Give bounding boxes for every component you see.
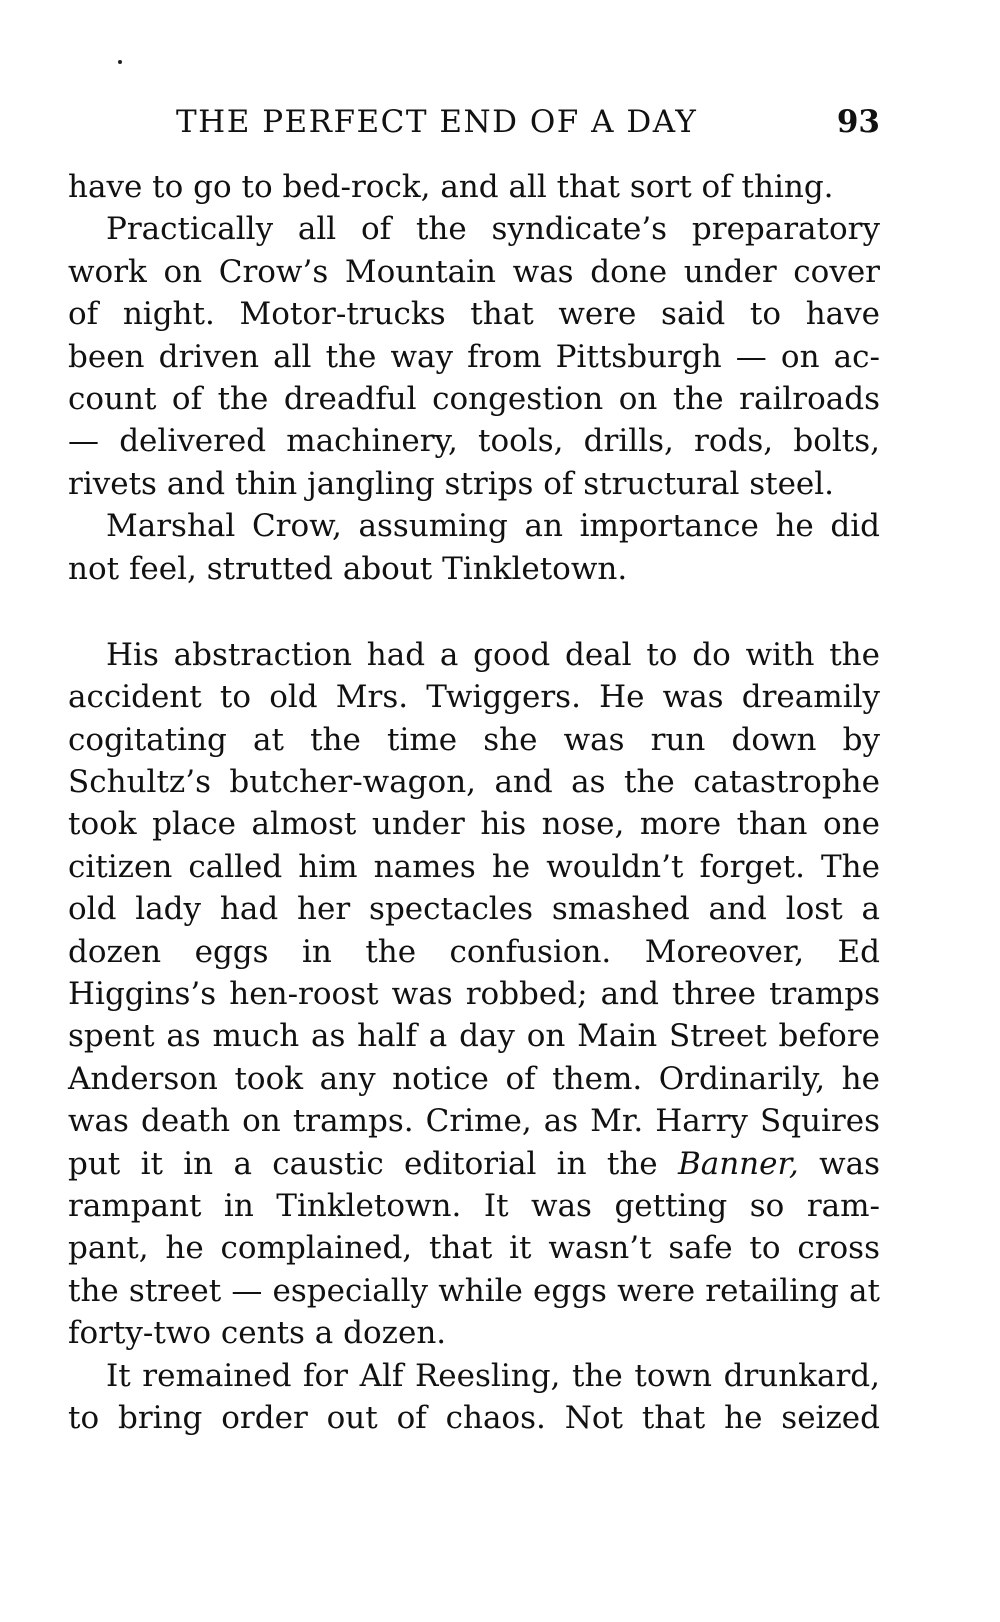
text-line: spent as much as half a day on Main Street before bbox=[68, 1018, 880, 1055]
text-line: — delivered machinery, tools, drills, rods, bolts, bbox=[68, 423, 880, 460]
text-line: forty-two cents a dozen. bbox=[68, 1315, 447, 1352]
text-line: Practically all of the syndicate’s preparatory bbox=[106, 211, 880, 248]
ink-speck bbox=[118, 60, 122, 64]
text-line: have to go to bed-rock, and all that sort of thing. bbox=[68, 169, 834, 205]
text-line: the street — especially while eggs were retailing at bbox=[68, 1272, 880, 1309]
text-line: took place almost under his nose, more than one bbox=[68, 806, 880, 843]
running-head bbox=[68, 100, 880, 144]
text-line: old lady had her spectacles smashed and lost a bbox=[68, 891, 880, 928]
text-line-with-italic bbox=[68, 1143, 880, 1185]
text-segment: was bbox=[798, 1145, 881, 1182]
text-line: Marshal Crow, assuming an importance he did bbox=[106, 508, 880, 545]
text-segment: put it in a caustic editorial in the bbox=[68, 1145, 678, 1182]
text-line: rampant in Tinkletown. It was getting so ram- bbox=[68, 1187, 880, 1224]
text-line: of night. Motor-trucks that were said to have bbox=[68, 296, 880, 333]
text-line: been driven all the way from Pittsburgh — on ac- bbox=[68, 338, 880, 375]
text-line: work on Crow’s Mountain was done under cover bbox=[68, 253, 880, 290]
text-line: It remained for Alf Reesling, the town drunkard, bbox=[106, 1357, 880, 1394]
text-line: His abstraction had a good deal to do with the bbox=[106, 636, 880, 673]
text-line: rivets and thin jangling strips of structural steel. bbox=[68, 465, 835, 502]
text-line: citizen called him names he wouldn’t forget. The bbox=[68, 848, 880, 885]
text-line: Anderson took any notice of them. Ordinarily, he bbox=[68, 1060, 880, 1097]
text-line: cogitating at the time she was run down by bbox=[68, 721, 880, 758]
text-line: not feel, strutted about Tinkletown. bbox=[68, 550, 628, 587]
text-line: accident to old Mrs. Twiggers. He was dreamily bbox=[68, 679, 880, 716]
body-text bbox=[68, 166, 880, 1439]
running-title: THE PERFECT END OF A DAY bbox=[176, 104, 698, 140]
page-number: 93 bbox=[836, 104, 880, 140]
newspaper-title: Banner, bbox=[677, 1145, 799, 1182]
text-line: count of the dreadful congestion on the railroads bbox=[68, 380, 880, 417]
text-line: dozen eggs in the confusion. Moreover, Ed bbox=[68, 933, 880, 970]
text-line: Higgins’s hen-roost was robbed; and three tramps bbox=[68, 976, 880, 1013]
text-line: Schultz’s butcher-wagon, and as the catastrophe bbox=[68, 764, 880, 801]
section-break bbox=[68, 590, 880, 634]
text-line: to bring order out of chaos. Not that he seized bbox=[68, 1399, 880, 1436]
text-line: pant, he complained, that it wasn’t safe to cross bbox=[68, 1230, 880, 1267]
text-line: was death on tramps. Crime, as Mr. Harry Squires bbox=[68, 1103, 880, 1140]
